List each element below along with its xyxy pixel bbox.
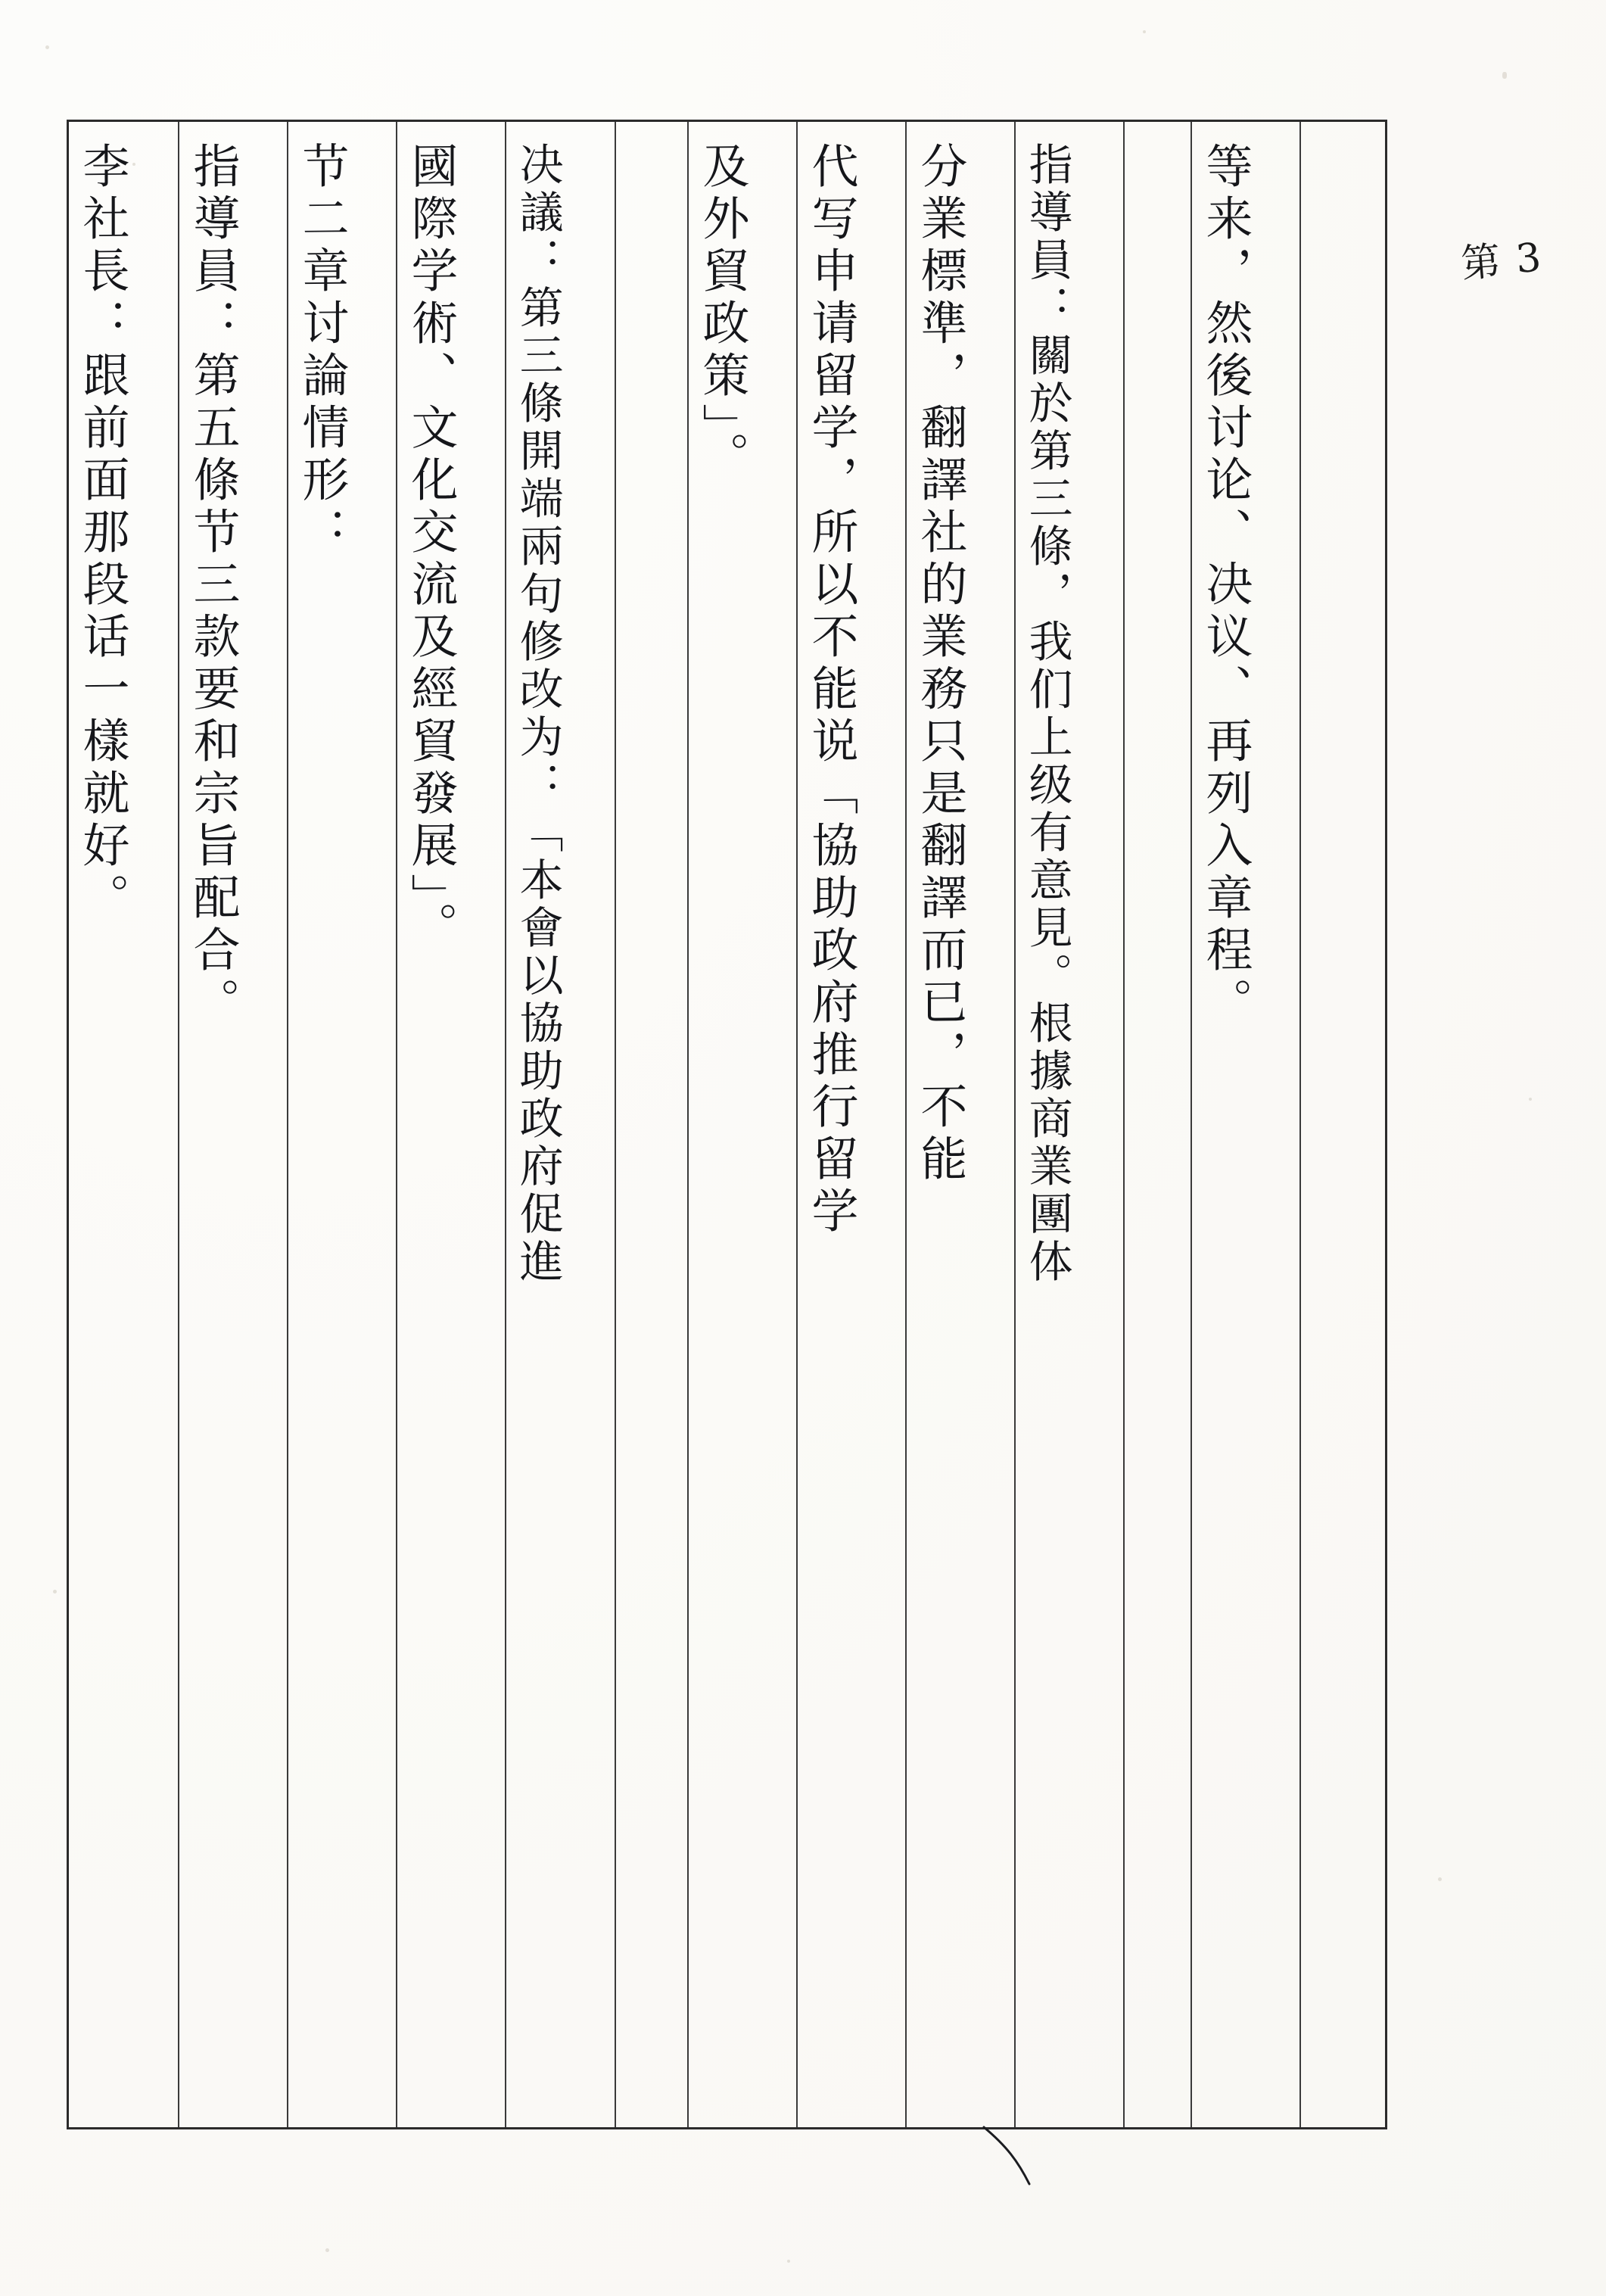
ruled-column-text (687, 122, 796, 2127)
speck (1438, 1877, 1442, 1881)
speck (1529, 1098, 1532, 1101)
handwritten-line: 及外貿政策」。 (694, 141, 750, 484)
page-number: 第 3 (1459, 235, 1545, 288)
handwritten-line: 指導員：第五條节三款要和宗旨配合。 (185, 141, 241, 1030)
ruled-grid-frame (67, 120, 1387, 2129)
handwritten-line: 國際学術、文化交流及經貿發展」。 (403, 141, 459, 955)
ruled-column-blank (1123, 122, 1190, 2127)
column-container (69, 122, 1385, 2127)
speck (1143, 30, 1146, 33)
stray-ink-stroke (976, 2120, 1067, 2188)
ruled-column-text (396, 122, 505, 2127)
handwritten-line: 分業標準，翻譯社的業務只是翻譯而已，不能 (912, 141, 968, 1187)
handwritten-line: 指導員：關於第三條，我们上级有意見。根據商業團体 (1021, 141, 1073, 1287)
speck (45, 45, 49, 49)
handwritten-line: 节二章讨論情形： (294, 141, 350, 560)
handwritten-line: 决議：第三條開端兩句修改为：「本會以協助政府促進 (512, 141, 565, 1287)
speck (132, 163, 135, 166)
ruled-column-text (69, 122, 178, 2127)
ruled-column-text (905, 122, 1014, 2127)
speck (325, 2248, 329, 2252)
ruled-column-text (178, 122, 287, 2127)
speck (787, 2260, 790, 2263)
handwritten-line: 等来，然後讨论、决议、再列入章程。 (1197, 141, 1253, 1030)
ruled-column-blank (615, 122, 687, 2127)
speck (53, 1590, 57, 1593)
handwritten-line: 代写申请留学，所以不能说「協助政府推行留学 (803, 141, 859, 1239)
handwritten-line: 李社長：跟前面那段话一樣就好。 (75, 141, 131, 926)
ruled-column-text (1014, 122, 1123, 2127)
ruled-column-text (796, 122, 905, 2127)
ruled-column-text (505, 122, 614, 2127)
ruled-column-text (287, 122, 396, 2127)
ruled-column-blank (1299, 122, 1385, 2127)
ruled-column-text (1190, 122, 1299, 2127)
speck (1502, 72, 1507, 79)
